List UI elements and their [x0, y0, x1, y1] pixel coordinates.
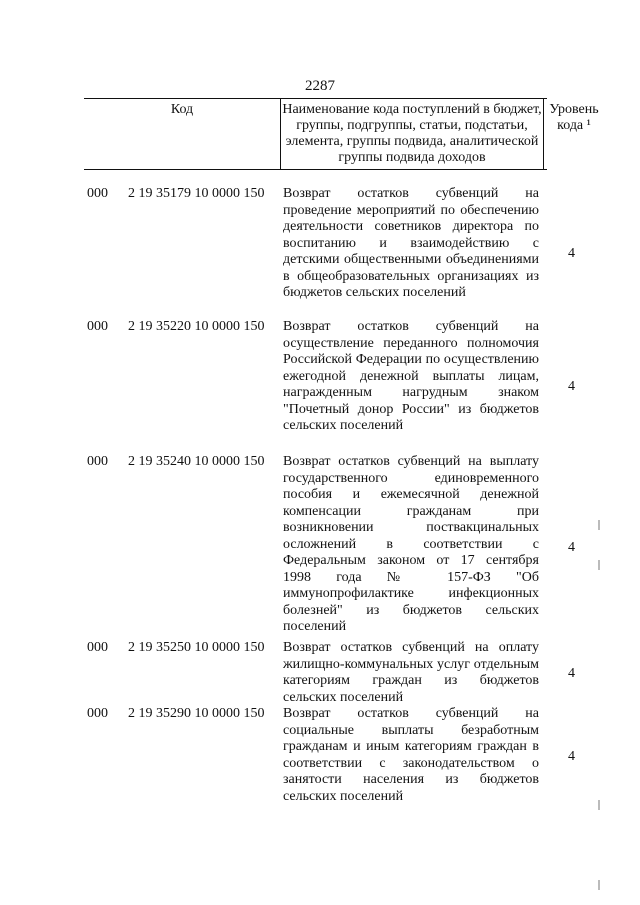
scan-margin-mark: [598, 800, 600, 810]
revenue-code: 2 19 35179 10 0000 150: [128, 186, 265, 201]
table-header: [84, 98, 599, 170]
revenue-name: Возврат остатков субвенций на проведение мероприятий по обеспечению деятельности советников директора по воспитанию и взаимодействию с детскими общественными объединениями в общеобразовательных организациях из бюджетов сельских поселений: [283, 186, 539, 300]
admin-code: 000: [87, 319, 108, 334]
admin-code: 000: [87, 706, 108, 721]
code-level: 4: [568, 379, 575, 394]
admin-code: 000: [87, 640, 108, 655]
revenue-name: Возврат остатков субвенций на осуществление переданного полномочия Российской Федерации по осуществлению ежегодной денежной выплаты лицам, награжденным нагрудным знаком "Почетный донор России" из бюджетов сельских поселений: [283, 319, 539, 433]
revenue-name: Возврат остатков субвенций на выплату государственного единовременного пособия и ежемесячной денежной компенсации гражданам при возникновении поствакцинальных осложнений в соответствии с Федеральным законом от 17 сентября 1998 года № 157-ФЗ "Об иммунопрофилактике инфекционных болезней" из бюджетов сельских поселений: [283, 454, 539, 634]
header-level-label: Уровень кода ¹: [549, 102, 599, 133]
admin-code: 000: [87, 186, 108, 201]
revenue-code: 2 19 35220 10 0000 150: [128, 319, 265, 334]
revenue-code: 2 19 35240 10 0000 150: [128, 454, 265, 469]
revenue-name: Возврат остатков субвенций на оплату жилищно-коммунальных услуг отдельным категориям граждан из бюджетов сельских поселений: [283, 640, 539, 705]
scan-margin-mark: [598, 520, 600, 530]
header-code-cell: [84, 99, 280, 169]
revenue-name: Возврат остатков субвенций на социальные выплаты безработным гражданам и иным категориям граждан в соответствии с законодательством о занятости населения из бюджетов сельских поселений: [283, 706, 539, 804]
code-level: 4: [568, 540, 575, 555]
admin-code: 000: [87, 454, 108, 469]
page-number: 2287: [305, 78, 335, 94]
header-name-label: Наименование кода поступлений в бюджет, группы, подгруппы, статьи, подстатьи, элемента, группы подвида, аналитической группы подвида доходов: [282, 102, 542, 165]
header-name-cell: [280, 99, 544, 169]
scan-margin-mark: [598, 560, 600, 570]
code-level: 4: [568, 749, 575, 764]
code-level: 4: [568, 246, 575, 261]
revenue-code: 2 19 35250 10 0000 150: [128, 640, 265, 655]
scan-margin-mark: [598, 880, 600, 890]
header-level-cell: [543, 99, 605, 169]
code-level: 4: [568, 666, 575, 681]
header-code-label: Код: [170, 102, 194, 117]
revenue-code: 2 19 35290 10 0000 150: [128, 706, 265, 721]
